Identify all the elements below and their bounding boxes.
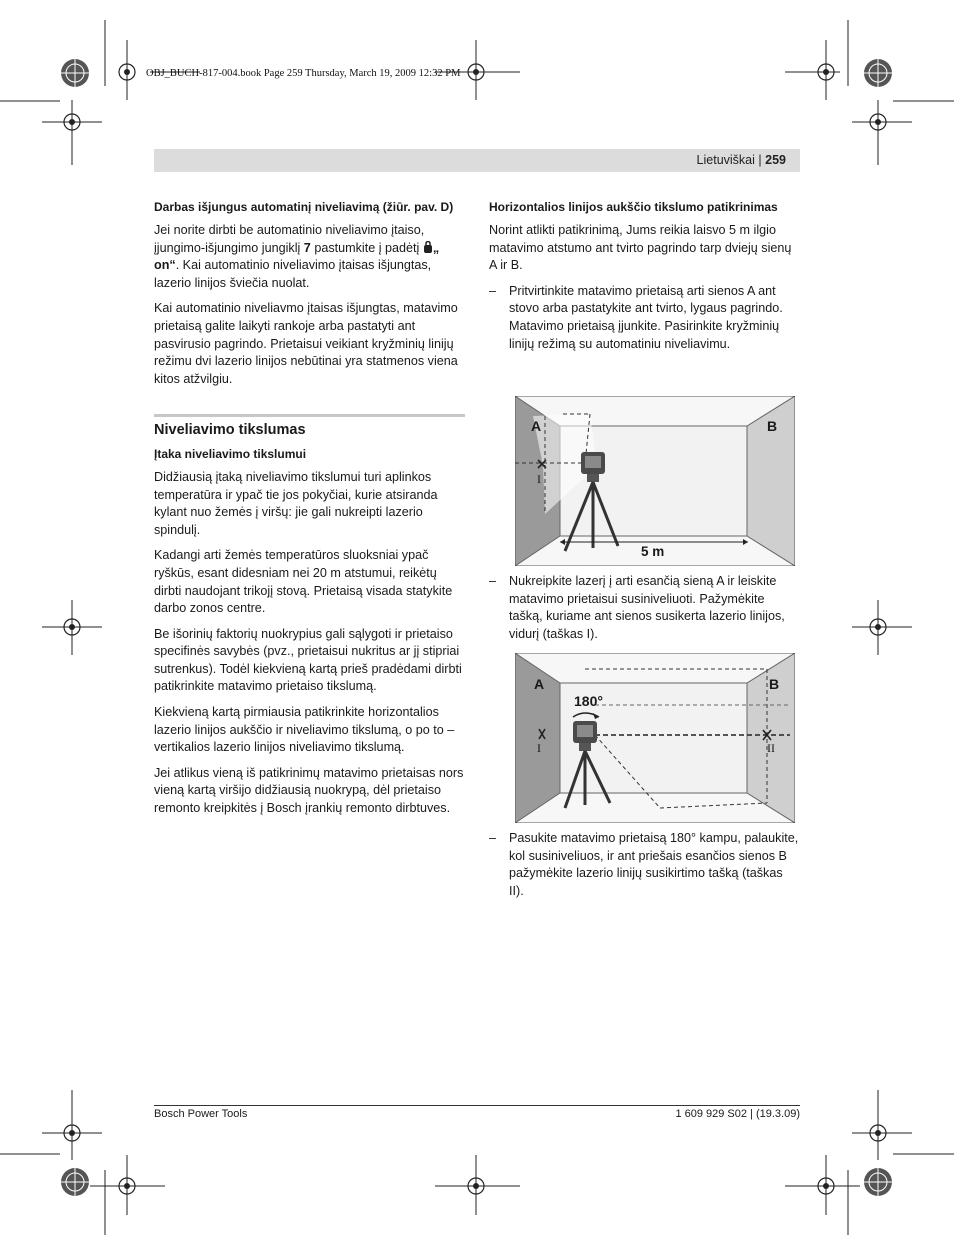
paragraph-tilted-base: Kai automatinio niveliavmo įtaisas išjungtas, matavimo prietaisą galite laikyti rankoje arba pastatyti ant pasvirusio pagrindo. Prietaisui veikiant kryžminių linijų režimu dvi lazerio linijos nebūtinai yra statmenos viena kitos atžvilgiu. (154, 301, 458, 386)
step-1 (489, 283, 800, 353)
heading-manual-mode: Darbas išjungus automatinį niveliavimą (žiūr. pav. D) (154, 200, 454, 214)
paragraph-manual-mode (154, 222, 465, 292)
p1-text-c: . Kai automatinio niveliavimo įtaisas išjungtas, lazerio linijos šviečia nuolat. (154, 258, 432, 290)
figure-rotate-180 (515, 653, 795, 823)
print-info: OBJ_BUCH-817-004.book Page 259 Thursday, March 19, 2009 12:32 PM (146, 68, 461, 79)
paragraph-check-order: Kiekvieną kartą pirmiausia patikrinkite horizontalios lazerio linijos aukščio ir niveliavimo tikslumą, o po to – vertikalios lazerio linijos niveliavimo tikslumą. (154, 705, 455, 755)
step-2-dash: – (489, 574, 497, 588)
footer-rule (154, 1105, 800, 1106)
step-2-text: Nukreipkite lazerį į arti esančią sieną A ir leiskite matavimo prietaisui susiniveliuoti. Pažymėkite tašką, kuriame ant sienos susikerta lazerio linijos, vidurį (taškas I). (509, 574, 785, 641)
subheading-accuracy: Įtaka niveliavimo tikslumui (154, 446, 307, 461)
fig2-point-ii: II (767, 741, 775, 755)
fig2-point-i: I (537, 741, 541, 755)
step-1-dash: – (489, 283, 497, 298)
step-3 (489, 830, 800, 900)
step-3-dash: – (489, 831, 497, 845)
fig2-angle: 180° (574, 693, 603, 709)
fig2-label-a: A (534, 676, 545, 692)
paragraph-intro: Norint atlikti patikrinimą, Jums reikia laisvo 5 m ilgio matavimo atstumo ant tvirto pagrindo tarp dviejų sienų A ir B. (489, 223, 792, 273)
switch-number: 7 (303, 240, 311, 255)
paragraph-service: Jei atlikus vieną iš patikrinimų matavimo prietaisas nors vieną kartą viršijo didžiausią nuokrypą, dėl prietaiso remonto kreipkitės į Bosch įrankių remonto dirbtuves. (154, 765, 464, 816)
right-column-top (489, 199, 800, 353)
figure-setup-wall-a (515, 396, 795, 566)
paragraph-tripod: Kadangi arti žemės temperatūros sluoksniai ypač ryškūs, esant didesniam nei 20 m atstumui, reikėtų dirbti naudojant trikojį stovą. Prietaisą visada statykite darbo zonos centre. (154, 548, 453, 616)
fig2-label-b: B (769, 676, 780, 692)
header-separator: | (758, 153, 762, 167)
left-column (154, 199, 465, 826)
step-3-text: Pasukite matavimo prietaisą 180° kampu, palaukite, kol susiniveliuos, ir ant priešais esančios sienos B pažymėkite lazerio linijų susikirtimo tašką (taškas II). (509, 831, 799, 898)
footer-code: 1 609 929 S02 | (19.3.09) (675, 1108, 800, 1120)
fig1-label-a: A (531, 418, 542, 434)
header-language: Lietuviškai (696, 153, 755, 167)
fig1-point-i: I (537, 472, 541, 486)
page-number: 259 (765, 153, 786, 167)
on-label: „ on“ (154, 240, 440, 273)
section-title: Niveliavimo tikslumas (154, 422, 306, 439)
page-header (154, 149, 800, 172)
p1-text-b: pastumkite į padėtį (314, 240, 420, 255)
paragraph-temperature: Didžiausią įtaką niveliavimo tikslumui turi aplinkos temperatūra ir ypač tie jos pokyčiai, kurie atsiranda kylant nuo žemės į viršų: jie gali nukreipti lazerio spindulį. (154, 469, 438, 537)
paragraph-deviations: Be išorinių faktorių nuokrypius gali sąlygoti ir prietaiso specifinės savybės (pvz., prietaisui nukritus ar jį stipriai sutrenkus). Todėl kiekvieną kartą prieš pradėdami dirbti patikrinkite matavimo prietaiso tikslumą. (154, 626, 462, 694)
step-2 (489, 573, 800, 643)
p1-text-a: Jei norite dirbti be automatinio niveliavimo įtaiso, įjungimo-išjungimo jungiklį (154, 223, 425, 255)
footer-brand: Bosch Power Tools (154, 1108, 248, 1120)
heading-height-check: Horizontalios linijos aukščio tikslumo patikrinimas (489, 200, 778, 214)
fig1-distance: 5 m (641, 544, 665, 559)
fig1-label-b: B (767, 418, 778, 434)
step-1-text: Pritvirtinkite matavimo prietaisą arti sienos A ant stovo arba pastatykite ant tvirto, lygaus pagrindo. Matavimo prietaisą įjunkite. Pasirinkite kryžminių linijų režimą su automatiniu niveliavimu. (509, 283, 783, 351)
header-text (697, 153, 786, 167)
lock-icon (423, 241, 433, 253)
